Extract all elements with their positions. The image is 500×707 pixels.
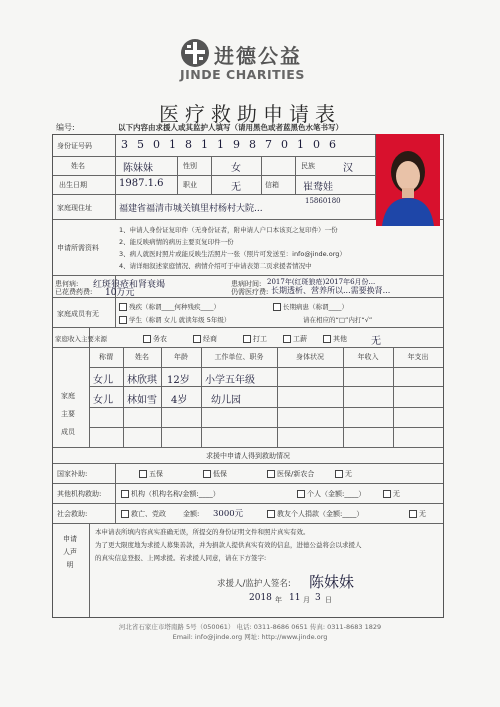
sign-year: 2018 [249,593,272,603]
society-option-none[interactable]: 无 [409,509,426,519]
col-age: 年龄 [174,353,188,361]
disease-label: 患何病: [55,280,79,288]
other-org-option[interactable]: 机构（机构名称/金额:____） [121,489,220,499]
cost-value: 10万元 [105,288,135,298]
national-option-wubao[interactable]: 五保 [139,469,163,479]
serial-number-label: 编号: [56,123,75,132]
income-work-option[interactable]: 打工 [243,334,267,344]
col-name: 姓名 [135,353,149,361]
address-label: 家庭现住址 [57,204,92,212]
dob-value: 1987.1.6 [119,178,164,189]
signature-value: 陈妹妹 [309,573,355,591]
family-members-label: 家庭主要成员 [61,392,75,436]
materials-item: 1、申请人身份证复印件（无身份证者，附申请人户口本该页之复印件）一份 [119,226,338,234]
student-option[interactable]: 学生（称谓 女儿 就读年级 5年级） [119,315,230,324]
phone-label: 信箱 [265,181,279,189]
checkbox-instruction: 请在相应的“□”内打“√” [303,316,373,324]
member-name: 林欣琪 [127,375,157,386]
family-type-label: 家庭成员有无 [57,310,99,318]
society-aid-label: 社会救助: [57,510,88,518]
footer-contact: Email: info@jinde.org 网址: http://www.jinde.org [172,633,328,641]
job-label: 职业 [183,181,197,189]
income-business-option[interactable]: 经商 [193,334,217,344]
treatment-value: 长期透析、营养所以...需要换肾... [271,286,391,295]
name-value: 陈妹妹 [123,163,153,174]
other-none-option[interactable]: 无 [383,489,400,499]
signature-label: 求援人/监护人签名: [217,579,291,589]
member-name: 林如雪 [127,395,157,406]
logo-en-text: JINDE CHARITIES [180,67,305,82]
income-source-label: 家庭收入主要来源 [55,335,107,343]
other-individual-option[interactable]: 个人（金额:____） [297,489,365,499]
society-amount-value: 3000元 [213,509,244,519]
disease-value: 红斑狼疮和肾衰竭 [93,280,166,290]
sign-month: 11 [289,593,301,603]
declaration-line: 为了更大限度地为求援人募集善款，并为捐款人提供真实有效的信息，进德公益将会以求援人 [95,541,362,549]
phone-number-value: 15860180 [305,197,341,205]
applicant-photo [376,134,440,226]
onset-label: 患病时间: [231,280,262,288]
declaration-line: 本申请表所填内容真实准确无误，所提交的身份证明文件和照片真实有效。 [95,528,310,536]
gender-label: 性别 [183,162,197,170]
dob-label: 出生日期 [59,181,87,189]
form-grid: 身份证号码 3 5 0 1 8 1 1 9 8 7 0 1 0 6 姓名 陈妹妹 性别 女 民族 汉 出生日期 1987.1.6 职业 无 信箱 崔鸯娃 家庭现住址 福建省福清市城关镇里村杨村大院... 15860180 申请所需资料 1、申请人身份证复印件（无身份证者，附申请人户口本该页之复印件）一份 2、能反映病情的病历主要页复印件一份 3、病人就医时照片或能反映生活照片一张（照片可发送至：info@jinde.org） 4、请详细叙述家庭情况、病情介绍可于申请表第二页求援者情况中 患何病: 红斑狼疮和肾衰竭 患病时间: 2017年(红斑狼疮)2017年6月份... 已花费药费: 10万元 仍需医疗费: 长期透析、营养所以...需要换肾... 家庭成员有无 残疾（称谓____何种残疾____） 长期病患（称谓____） 学生（称谓 女儿 就读年级 5年级） 请在相应的“□”内打“√” 家庭收入主要来源 务农 经商 打工 工薪 其他 无 家庭主要成员 称谓 姓名 年龄 工作单位、职务 身体状况 年收入 年支出 女儿 林欣琪 12岁 小学五年级 女儿 林如雪 4岁 幼儿园 求援中申请人得到救助情况 国家补助: 五保 低保 医保/新农合 无 其他机构救助: 机构（机构名称/金额:____） 个人（金额:____） 无 社会救助: 救亡、党政 金额: 3000元 教友个人捐款（金额:____） 无 申请人声明 本申请表所填内容真实准确无误，所提交的身份证明文件和照片真实有效。 为了更大限度地为求援人募集善款，并为捐款人提供真实有效的信息，进德公益将会以求援人 的真实信息登报、上网求援。若求援人同意，请在下方签字: 求援人/监护人签名: 陈妹妹 2018 年 11 月 3 日 [52,134,444,618]
address-value: 福建省福清市城关镇里村杨村大院... [119,204,263,214]
ethnicity-value: 汉 [343,163,353,174]
footer-address: 河北省石家庄市塔南路 5号（050061） 电话: 0311-8686 0651 传真: 0311-8683 1829 [118,623,382,631]
member-relation: 女儿 [93,395,113,406]
sign-day: 3 [315,593,321,603]
declaration-label: 申请人声明 [63,535,77,569]
month-label: 月 [303,596,310,604]
society-option-church[interactable]: 救亡、党政 [121,509,166,519]
gender-value: 女 [231,163,241,174]
disability-option[interactable]: 残疾（称谓____何种残疾____） [119,302,220,311]
national-option-dibao[interactable]: 低保 [203,469,227,479]
income-salary-option[interactable]: 工薪 [283,334,307,344]
member-work: 小学五年级 [205,375,255,386]
member-age: 4岁 [171,395,188,406]
logo-cn-text: 进德公益 [214,44,302,68]
col-work: 工作单位、职务 [214,353,264,361]
fill-instruction: 以下内容由求援人或其监护人填写（请用黑色或者蓝黑色水笔书写） [118,123,343,132]
materials-item: 2、能反映病情的病历主要页复印件一份 [119,238,234,246]
income-farming-option[interactable]: 务农 [143,334,167,344]
job-value: 无 [231,182,241,193]
year-label: 年 [275,596,282,604]
member-relation: 女儿 [93,375,113,386]
chronic-option[interactable]: 长期病患（称谓____） [273,302,348,311]
materials-item: 4、请详细叙述家庭情况、病情介绍可于申请表第二页求援者情况中 [119,262,312,270]
society-amount-label: 金额: [183,510,200,518]
col-relation: 称谓 [99,353,113,361]
id-number-label: 身份证号码 [57,142,92,150]
logo-cross-icon [180,38,210,68]
income-other-option[interactable]: 其他 [323,334,347,344]
national-option-insurance[interactable]: 医保/新农合 [267,469,314,479]
cost-label: 已花费药费: [55,288,93,296]
treatment-label: 仍需医疗费: [231,288,269,296]
national-option-none[interactable]: 无 [335,469,352,479]
form-title: 医疗救助申请表 [159,102,341,126]
col-expense: 年支出 [407,353,429,361]
jinde-logo [180,38,330,82]
name-label: 姓名 [71,162,85,170]
member-work: 幼儿园 [211,395,241,406]
ethnicity-label: 民族 [301,162,315,170]
phone-value: 崔鸯娃 [303,182,333,193]
income-other-value: 无 [371,336,381,347]
member-age: 12岁 [167,375,190,386]
materials-item: 3、病人就医时照片或能反映生活照片一张（照片可发送至：info@jinde.org） [119,250,346,258]
aid-section-title: 求援中申请人得到救助情况 [206,452,290,460]
national-aid-label: 国家补助: [57,470,88,478]
onset-value: 2017年(红斑狼疮)2017年6月份... [267,278,376,286]
col-health: 身体状况 [296,353,324,361]
col-income: 年收入 [357,353,379,361]
materials-label: 申请所需资料 [57,244,99,252]
declaration-line: 的真实信息登报、上网求援。若求援人同意，请在下方签字: [95,554,267,562]
day-label: 日 [325,596,332,604]
other-org-label: 其他机构救助: [57,490,102,498]
society-option-individual[interactable]: 教友个人捐款（金额:____） [267,509,363,519]
